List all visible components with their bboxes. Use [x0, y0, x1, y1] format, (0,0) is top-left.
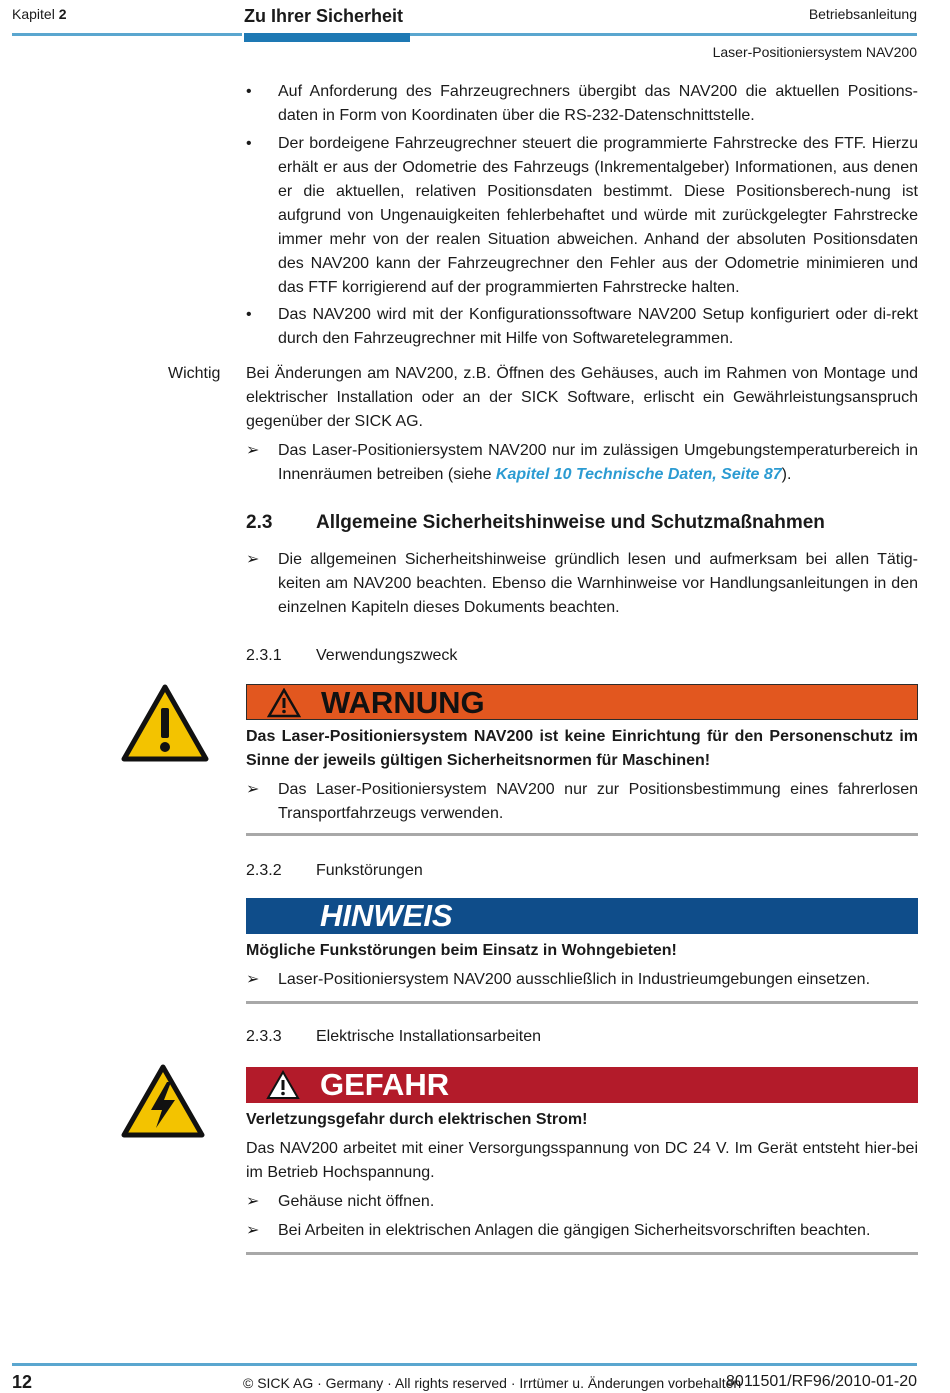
section-number: 2.3.1 [246, 647, 282, 664]
section-title: Funkstörungen [316, 862, 423, 879]
section-number: 2.3.3 [246, 1028, 282, 1045]
arrow-symbol: ➢ [246, 551, 260, 568]
warning-triangle-icon [121, 684, 209, 762]
section-heading-2-3-3 [246, 1028, 541, 1046]
chapter-word: Kapitel [12, 6, 55, 22]
section-number: 2.3 [246, 512, 273, 533]
list-item: Auf Anforderung des Fahrzeugrechners übergibt das NAV200 die aktuellen Positions-daten in Form von Koordinaten über die RS-232-Datenschnittstelle. [278, 83, 918, 124]
chapter-number: 2 [58, 6, 67, 22]
important-action-end: ). [781, 466, 792, 483]
notice-headline: Mögliche Funkstörungen beim Einsatz in Wohngebieten! [246, 942, 677, 959]
arrow-symbol: ➢ [246, 442, 260, 459]
warning-banner [246, 684, 918, 720]
product-name: Laser-Positioniersystem NAV200 [712, 44, 917, 60]
header-rule-left [12, 33, 242, 36]
banner-warning-icon [267, 688, 301, 718]
arrow-symbol: ➢ [246, 1222, 260, 1239]
bullet-symbol: • [246, 135, 252, 152]
notice-label: HINWEIS [320, 898, 453, 933]
section-heading-2-3-1 [246, 647, 457, 665]
warning-headline: Das Laser-Positioniersystem NAV200 ist keine Einrichtung für den Personenschutz im Sinne der jeweils gültigen Sicherheitsnormen für Maschinen! [246, 728, 918, 769]
section-title: Verwendungszweck [316, 647, 458, 664]
chapter-label [12, 6, 67, 22]
danger-banner [246, 1067, 918, 1103]
page-number: 12 [12, 1372, 33, 1392]
important-text: Bei Änderungen am NAV200, z.B. Öffnen des Gehäuses, auch im Rahmen von Montage und elektrischer Installation oder an der SICK Software, erlischt ein Gewährleistungsanspruch gegenüber der SICK AG. [246, 365, 918, 430]
section-2-3-action: Die allgemeinen Sicherheitshinweise gründlich lesen und aufmerksam bei allen Tätig-keiten am NAV200 beachten. Ebenso die Warnhinweise vor Handlungsanleitungen in den einzelnen Kapiteln dieses Dokuments beachten. [278, 551, 918, 616]
header-title-tab [244, 33, 410, 42]
danger-headline: Verletzungsgefahr durch elektrischen Strom! [246, 1111, 588, 1128]
danger-action: Gehäuse nicht öffnen. [278, 1193, 435, 1210]
section-title: Elektrische Installationsarbeiten [316, 1028, 542, 1045]
warning-action: Das Laser-Positioniersystem NAV200 nur zur Positionsbestimmung eines fahrerlosen Transportfahrzeugs verwenden. [278, 781, 918, 822]
list-item: Der bordeigene Fahrzeugrechner steuert die programmierte Fahrstrecke des FTF. Hierzu erhält er aus der Odometrie des Fahrzeugs (Inkrementalgeber) Informationen, aus denen er die aktuellen, relativen Positionsdaten bestimmt. Diese Positionsberech-nung ist aufgrund von Ungenauigkeiten fehlerbehaftet und würde mit zurückgelegter Fahrstrecke immer mehr von der realen Situation abweichen. Anhand der absoluten Positionsdaten des NAV200 kann der Fahrzeugrechner den Fehler aus der Odometrie minimieren und das FTF korrigierend auf der programmierten Fahrstrecke halten. [278, 135, 918, 296]
arrow-symbol: ➢ [246, 971, 260, 988]
chapter-10-link[interactable]: Kapitel 10 Technische Daten, Seite 87 [495, 466, 782, 483]
page-header-title: Zu Ihrer Sicherheit [244, 6, 404, 26]
document-id: 8011501/RF96/2010-01-20 [726, 1373, 917, 1390]
section-number: 2.3.2 [246, 862, 282, 879]
danger-end-rule [246, 1252, 918, 1255]
section-title: Allgemeine Sicherheitshinweise und Schutzmaßnahmen [316, 512, 825, 533]
important-label: Wichtig [168, 365, 221, 382]
arrow-symbol: ➢ [246, 781, 260, 798]
important-action [278, 439, 918, 487]
copyright-text: © SICK AG · Germany · All rights reserved · Irrtümer u. Änderungen vorbehalten [243, 1375, 742, 1391]
document-type: Betriebsanleitung [808, 6, 917, 22]
banner-danger-icon [266, 1070, 300, 1100]
footer-rule [12, 1363, 917, 1366]
notice-banner [246, 898, 918, 934]
warning-end-rule [246, 833, 918, 836]
high-voltage-icon [121, 1064, 205, 1138]
danger-label: GEFAHR [320, 1067, 450, 1102]
notice-end-rule [246, 1001, 918, 1004]
warning-label: WARNUNG [321, 685, 485, 720]
header-rule-right [410, 33, 917, 36]
bullet-symbol: • [246, 306, 252, 323]
section-heading-2-3-2 [246, 862, 423, 880]
list-item: Das NAV200 wird mit der Konfigurationssoftware NAV200 Setup konfiguriert oder di-rekt durch den Fahrzeugrechner mit Hilfe von Softwaretelegrammen. [278, 306, 918, 347]
bullet-symbol: • [246, 83, 252, 100]
section-heading-2-3 [246, 512, 825, 534]
notice-action: Laser-Positioniersystem NAV200 ausschließlich in Industrieumgebungen einsetzen. [278, 971, 871, 988]
danger-text: Das NAV200 arbeitet mit einer Versorgungsspannung von DC 24 V. Im Gerät entsteht hier-bei im Betrieb Hochspannung. [246, 1140, 918, 1181]
arrow-symbol: ➢ [246, 1193, 260, 1210]
danger-action: Bei Arbeiten in elektrischen Anlagen die gängigen Sicherheitsvorschriften beachten. [278, 1222, 871, 1239]
important-action-text: Das Laser-Positioniersystem NAV200 nur im zulässigen Umgebungstemperaturbereich in Innenräumen betreiben (siehe [278, 442, 918, 483]
